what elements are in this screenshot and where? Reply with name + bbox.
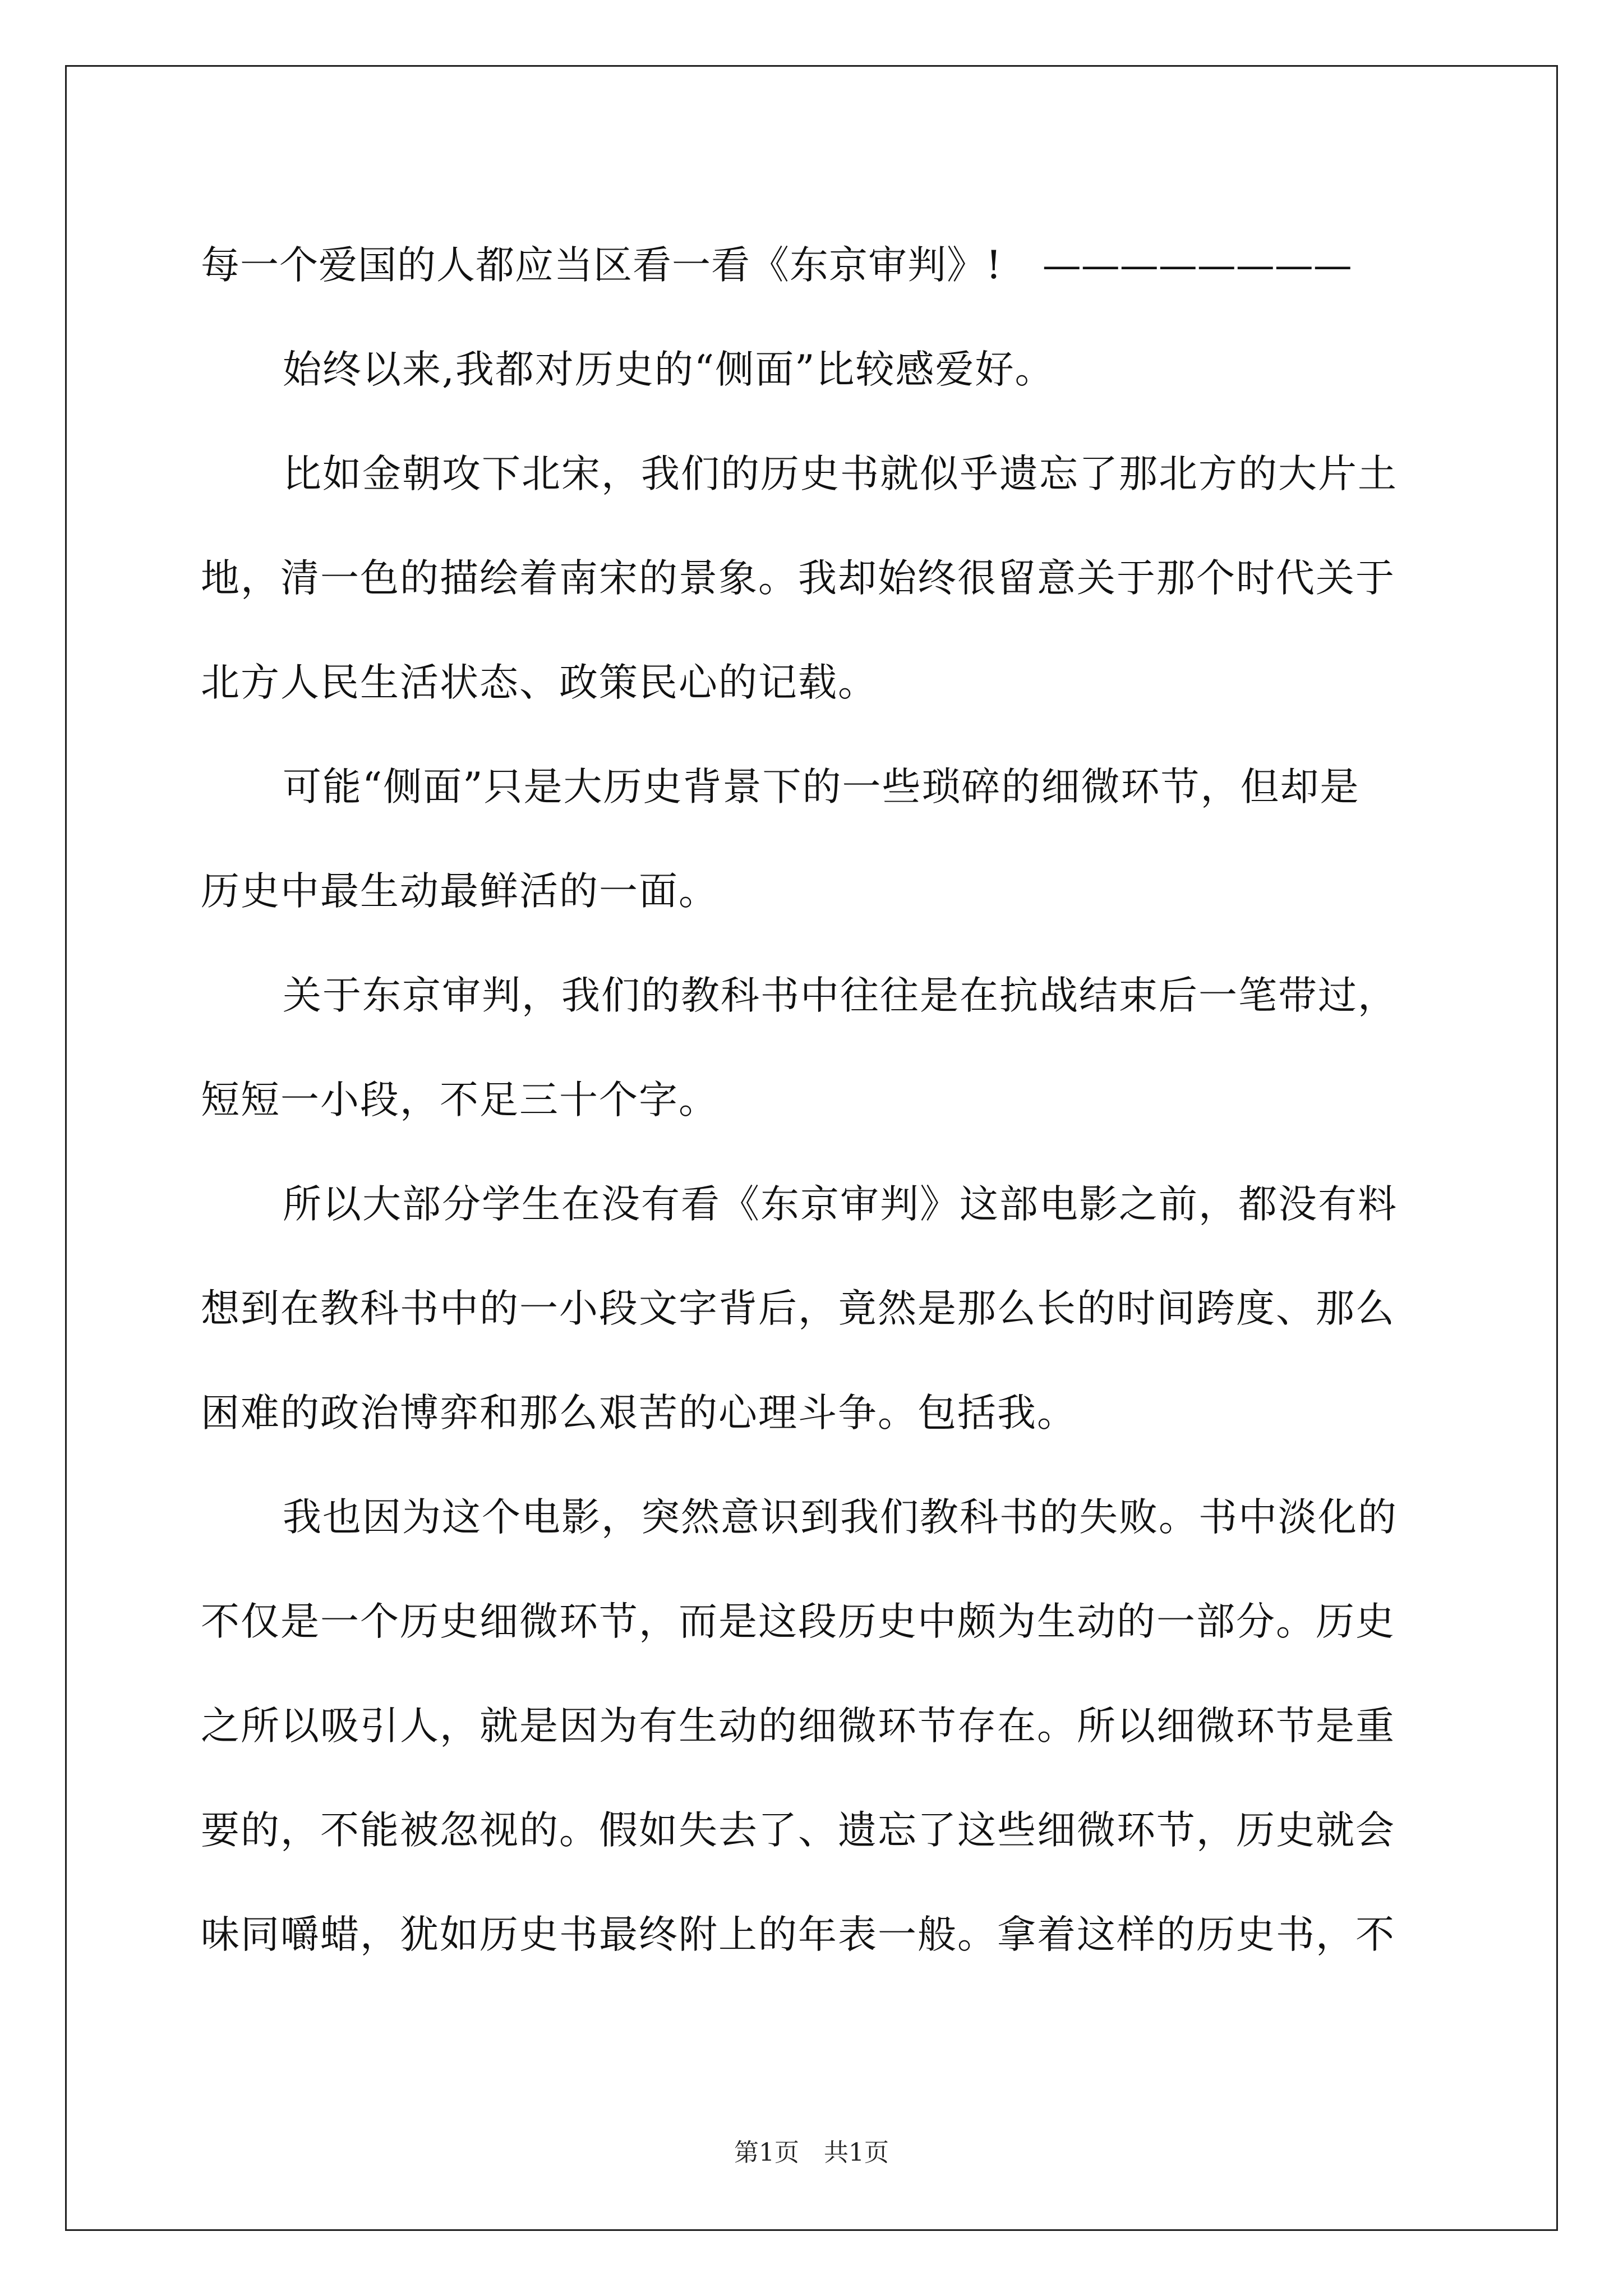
paragraph-6-line-2: 不仅是一个历史细微环节，而是这段历史中颇为生动的一部分。历史 — [201, 1599, 1395, 1644]
paragraph-6-line-4: 要的，不能被忽视的。假如失去了、遗忘了这些细微环节，历史就会 — [201, 1808, 1395, 1853]
paragraph-2-line-3: 北方人民生活状态、政策民心的记载。 — [201, 660, 878, 705]
paragraph-2-line-1: 比如金朝攻下北宋，我们的历史书就似乎遗忘了那北方的大片土 — [283, 452, 1398, 496]
paragraph-6-line-5: 味同嚼蜡，犹如历史书最终附上的年表一般。拿着这样的历史书，不 — [201, 1912, 1395, 1957]
paragraph-1-line-1: 始终以来,我都对历史的“侧面”比较感爱好。 — [283, 347, 1055, 392]
page-footer — [0, 2138, 1623, 2168]
paragraph-5-line-2: 想到在教科书中的一小段文字背后，竟然是那么长的时间跨度、那么 — [201, 1286, 1395, 1331]
document-title: 每一个爱国的人都应当区看一看《东京审判》! — [201, 243, 1002, 288]
paragraph-5-line-1: 所以大部分学生在没有看《东京审判》这部电影之前，都没有料 — [283, 1182, 1398, 1227]
page-number-current: 第1页 — [734, 2138, 799, 2167]
paragraph-4-line-2: 短短一小段，不足三十个字。 — [201, 1078, 718, 1122]
paragraph-2-line-2: 地，清一色的描绘着南宋的景象。我却始终很留意关于那个时代关于 — [201, 556, 1395, 601]
paragraph-3-line-1: 可能“侧面”只是大历史背景下的一些琐碎的细微环节，但却是 — [283, 765, 1360, 809]
document-body — [201, 213, 1435, 1987]
document-title-line — [201, 213, 1435, 318]
paragraph-3-line-2: 历史中最生动最鲜活的一面。 — [201, 869, 718, 914]
paragraph-4-line-1: 关于东京审判，我们的教科书中往往是在抗战结束后一笔带过， — [283, 973, 1398, 1018]
page-number-total: 共1页 — [824, 2138, 889, 2167]
paragraph-5-line-3: 困难的政治博弈和那么艰苦的心理斗争。包括我。 — [201, 1391, 1077, 1435]
paragraph-6-line-3: 之所以吸引人，就是因为有生动的细微环节存在。所以细微环节是重 — [201, 1704, 1395, 1749]
paragraph-6-line-1: 我也因为这个电影，突然意识到我们教科书的失败。书中淡化的 — [283, 1495, 1398, 1540]
title-dash: ———————— — [1042, 243, 1352, 288]
